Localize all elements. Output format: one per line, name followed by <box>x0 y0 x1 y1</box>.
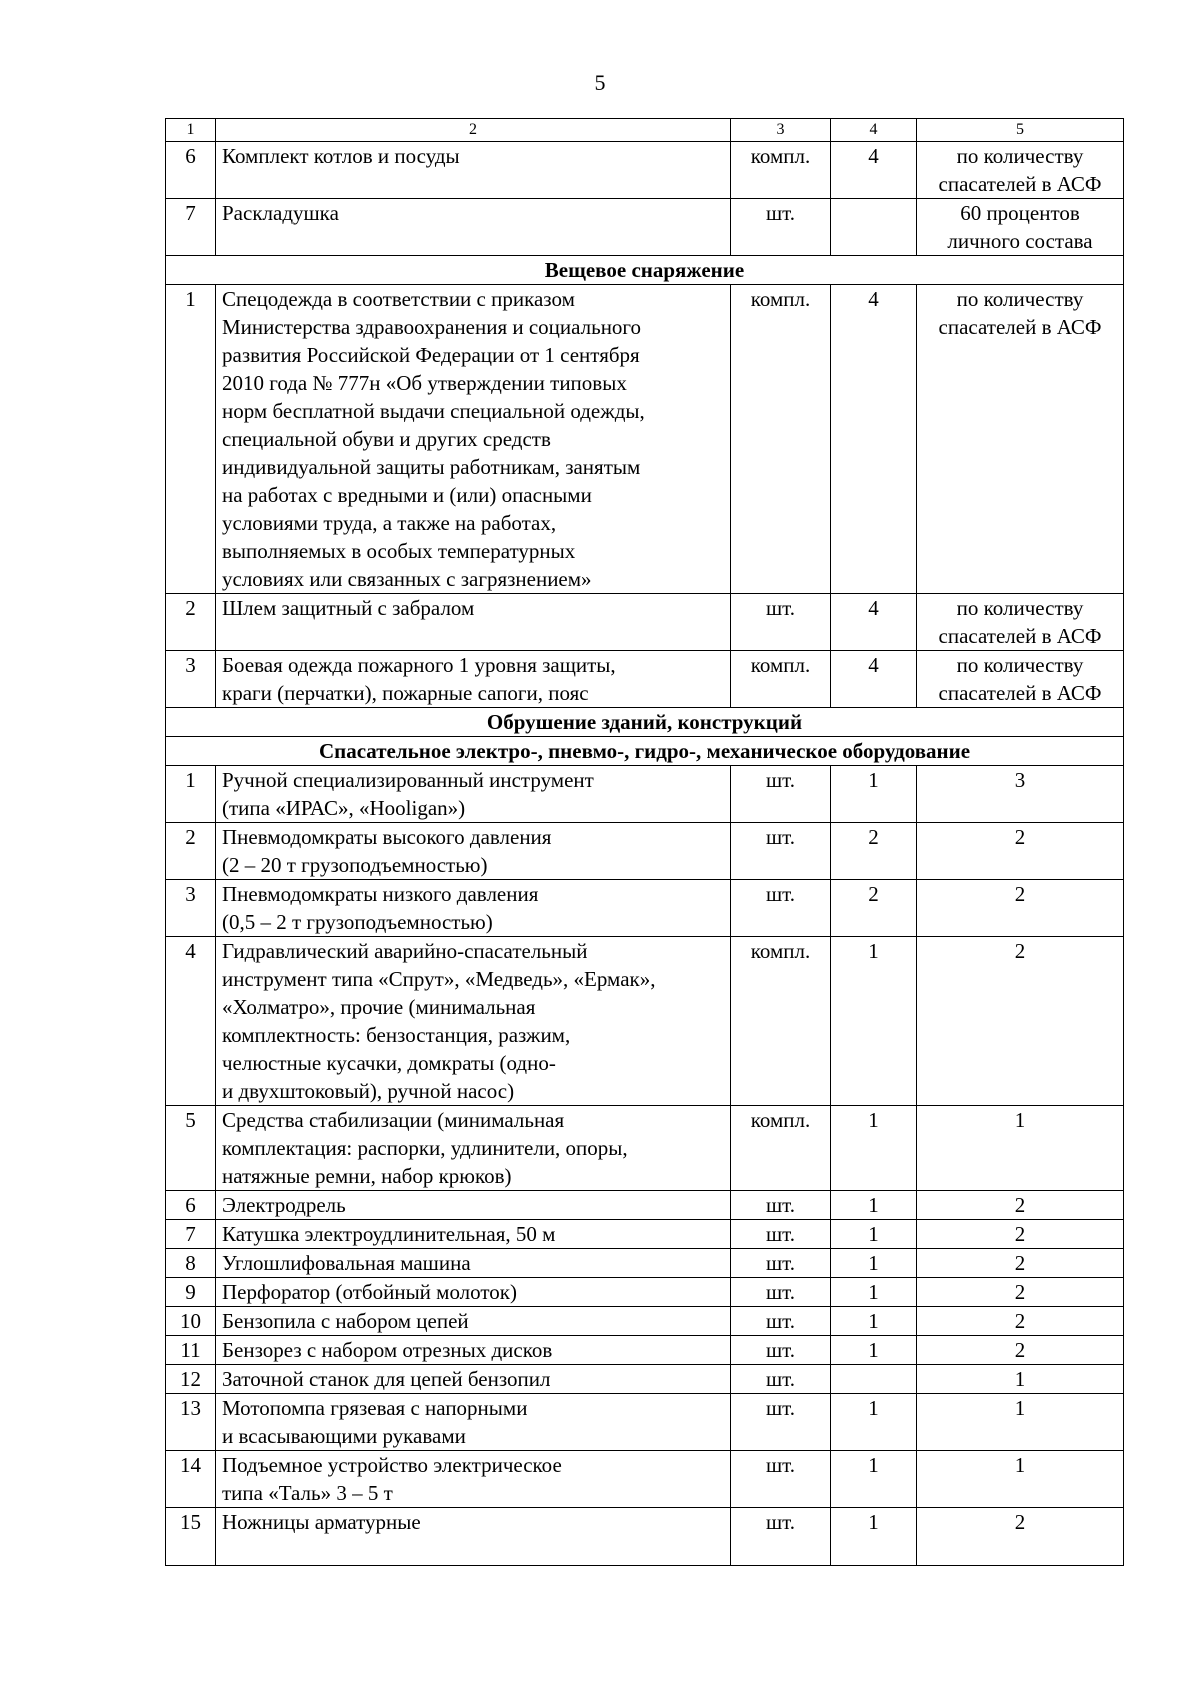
quantity-text: 1 <box>868 1251 879 1275</box>
item-name-text: Бензорез с набором отрезных дисков <box>222 1338 553 1362</box>
row-number-text: 7 <box>185 1222 196 1246</box>
quantity-text: 1 <box>868 1338 879 1362</box>
row-number <box>166 937 216 1106</box>
page-number: 5 <box>594 70 606 95</box>
quantity <box>831 1307 917 1336</box>
item-name <box>216 1278 731 1307</box>
item-name-text: Ножницы арматурные <box>222 1510 421 1534</box>
item-name-text: Перфоратор (отбойный молоток) <box>222 1280 517 1304</box>
row-number-text: 6 <box>185 144 196 168</box>
quantity <box>831 766 917 823</box>
norm-text: по количеству спасателей в АСФ <box>938 144 1102 196</box>
row-number-text: 8 <box>185 1251 196 1275</box>
row-number <box>166 1365 216 1394</box>
unit-of-measure <box>731 142 831 199</box>
quantity <box>831 1508 917 1566</box>
quantity <box>831 823 917 880</box>
norm <box>917 823 1124 880</box>
table-row <box>166 880 1124 937</box>
row-number <box>166 1249 216 1278</box>
item-name <box>216 285 731 594</box>
table-row <box>166 1508 1124 1566</box>
quantity <box>831 1191 917 1220</box>
table-row <box>166 766 1124 823</box>
section-heading: Вещевое снаряжение <box>166 256 1124 285</box>
unit-of-measure-text: компл. <box>750 653 811 677</box>
norm-text: 2 <box>1014 939 1026 963</box>
item-name-text: Бензопила с набором цепей <box>222 1309 469 1333</box>
unit-of-measure <box>731 1278 831 1307</box>
quantity <box>831 1106 917 1191</box>
norm-text: 2 <box>1014 1222 1026 1246</box>
item-name <box>216 1365 731 1394</box>
unit-of-measure <box>731 199 831 256</box>
row-number-text: 11 <box>180 1338 201 1362</box>
table-row <box>166 1365 1124 1394</box>
norm-text: по количеству спасателей в АСФ <box>938 596 1102 648</box>
unit-of-measure-text: шт. <box>765 1280 796 1304</box>
quantity <box>831 880 917 937</box>
item-name <box>216 1336 731 1365</box>
row-number <box>166 1278 216 1307</box>
norm <box>917 651 1124 708</box>
norm-text: 2 <box>1014 1338 1026 1362</box>
item-name-text: Гидравлический аварийно-спасательный инструмент типа «Спрут», «Медведь», «Ермак», «Холматро», прочие (минимальная комплектность: бензостанция, разжим, челюстные кусачки, домкраты (одно- и двухштоковый), ручной насос) <box>222 939 656 1103</box>
quantity-text: 1 <box>868 1453 879 1477</box>
quantity-text: 2 <box>868 882 879 906</box>
quantity <box>831 1394 917 1451</box>
norm-text: 2 <box>1014 825 1026 849</box>
table-row <box>166 1278 1124 1307</box>
unit-of-measure <box>731 1307 831 1336</box>
row-number-text: 6 <box>185 1193 196 1217</box>
unit-of-measure-text: шт. <box>765 1453 796 1477</box>
table-row <box>166 1220 1124 1249</box>
column-number: 3 <box>731 119 831 142</box>
norm <box>917 199 1124 256</box>
unit-of-measure <box>731 1249 831 1278</box>
row-number-text: 7 <box>185 201 196 225</box>
row-number-text: 5 <box>185 1108 196 1132</box>
table-row <box>166 1191 1124 1220</box>
table-row <box>166 1106 1124 1191</box>
item-name-text: Боевая одежда пожарного 1 уровня защиты, краги (перчатки), пожарные сапоги, пояс <box>222 653 616 705</box>
item-name-text: Спецодежда в соответствии с приказом Министерства здравоохранения и социального развития Российской Федерации от 1 сентября 2010 года № 777н «Об утверждении типовых норм бесплатной выдачи специальной одежды, специальной обуви и других средств индивидуальной защиты работникам, занятым на работах с вредными и (или) опасными условиями труда, а также на работах, выполняемых в особых температурных условиях или связанных с загрязнением» <box>222 287 645 591</box>
norm <box>917 1336 1124 1365</box>
table-row <box>166 1307 1124 1336</box>
norm <box>917 285 1124 594</box>
norm <box>917 1106 1124 1191</box>
column-number-row <box>166 119 1124 142</box>
table-row <box>166 285 1124 594</box>
unit-of-measure <box>731 1191 831 1220</box>
section-subheading-row <box>166 737 1124 766</box>
row-number <box>166 1451 216 1508</box>
row-number <box>166 651 216 708</box>
equipment-table <box>165 118 1124 1566</box>
table-row <box>166 199 1124 256</box>
section-heading: Обрушение зданий, конструкций <box>166 708 1124 737</box>
norm-text: 2 <box>1014 1193 1026 1217</box>
item-name-text: Мотопомпа грязевая с напорными и всасывающими рукавами <box>222 1396 528 1448</box>
unit-of-measure-text: компл. <box>750 1108 811 1132</box>
unit-of-measure-text: шт. <box>765 1367 796 1391</box>
item-name-text: Катушка электроудлинительная, 50 м <box>222 1222 556 1246</box>
item-name-text: Углошлифовальная машина <box>222 1251 471 1275</box>
norm-text: 2 <box>1014 882 1026 906</box>
quantity <box>831 1365 917 1394</box>
norm <box>917 1191 1124 1220</box>
quantity-text: 4 <box>868 144 879 168</box>
unit-of-measure-text: шт. <box>765 1510 796 1534</box>
norm <box>917 1508 1124 1566</box>
item-name-text: Пневмодомкраты высокого давления (2 – 20 т грузоподъемностью) <box>222 825 552 877</box>
norm-text: 60 процентов личного состава <box>947 201 1093 253</box>
quantity-text: 1 <box>868 768 879 792</box>
norm <box>917 142 1124 199</box>
quantity <box>831 285 917 594</box>
table-row <box>166 142 1124 199</box>
quantity-text: 2 <box>868 825 879 849</box>
row-number-text: 2 <box>185 825 196 849</box>
norm <box>917 1220 1124 1249</box>
table-row <box>166 1336 1124 1365</box>
row-number-text: 3 <box>185 653 196 677</box>
quantity-text: 4 <box>868 653 879 677</box>
unit-of-measure-text: шт. <box>765 882 796 906</box>
quantity <box>831 1249 917 1278</box>
item-name-text: Комплект котлов и посуды <box>222 144 460 168</box>
item-name <box>216 1307 731 1336</box>
quantity-text: 1 <box>868 1108 879 1132</box>
row-number <box>166 880 216 937</box>
unit-of-measure <box>731 823 831 880</box>
unit-of-measure-text: компл. <box>750 939 811 963</box>
row-number <box>166 1191 216 1220</box>
unit-of-measure-text: компл. <box>750 287 811 311</box>
unit-of-measure <box>731 766 831 823</box>
table-row <box>166 1451 1124 1508</box>
row-number <box>166 1394 216 1451</box>
unit-of-measure-text: шт. <box>765 825 796 849</box>
quantity <box>831 199 917 256</box>
norm <box>917 766 1124 823</box>
item-name <box>216 1249 731 1278</box>
row-number-text: 1 <box>185 287 196 311</box>
quantity-text: 1 <box>868 1396 879 1420</box>
unit-of-measure-text: шт. <box>765 1222 796 1246</box>
norm <box>917 1278 1124 1307</box>
row-number-text: 14 <box>180 1453 201 1477</box>
unit-of-measure-text: шт. <box>765 1251 796 1275</box>
item-name <box>216 937 731 1106</box>
item-name-text: Ручной специализированный инструмент (типа «ИРАС», «Hooligan») <box>222 768 594 820</box>
item-name <box>216 1106 731 1191</box>
row-number <box>166 199 216 256</box>
unit-of-measure <box>731 1220 831 1249</box>
table-row <box>166 594 1124 651</box>
item-name-text: Заточной станок для цепей бензопил <box>222 1367 551 1391</box>
row-number-text: 1 <box>185 768 196 792</box>
column-number: 5 <box>917 119 1124 142</box>
norm-text: 2 <box>1014 1280 1026 1304</box>
quantity <box>831 1451 917 1508</box>
item-name <box>216 142 731 199</box>
norm-text: по количеству спасателей в АСФ <box>938 287 1102 339</box>
unit-of-measure <box>731 1451 831 1508</box>
unit-of-measure-text: шт. <box>765 596 796 620</box>
unit-of-measure <box>731 880 831 937</box>
norm-text: 1 <box>1014 1396 1026 1420</box>
row-number <box>166 766 216 823</box>
norm-text: 1 <box>1014 1108 1026 1132</box>
unit-of-measure-text: шт. <box>765 1193 796 1217</box>
unit-of-measure-text: шт. <box>765 1396 796 1420</box>
item-name <box>216 880 731 937</box>
row-number-text: 12 <box>180 1367 201 1391</box>
item-name-text: Подъемное устройство электрическое типа «Таль» 3 – 5 т <box>222 1453 562 1505</box>
norm <box>917 1394 1124 1451</box>
item-name <box>216 823 731 880</box>
item-name <box>216 1451 731 1508</box>
row-number-text: 3 <box>185 882 196 906</box>
unit-of-measure <box>731 1106 831 1191</box>
quantity-text: 1 <box>868 1193 879 1217</box>
item-name <box>216 1191 731 1220</box>
table-row <box>166 651 1124 708</box>
row-number <box>166 1307 216 1336</box>
item-name <box>216 199 731 256</box>
quantity-text: 1 <box>868 939 879 963</box>
unit-of-measure <box>731 937 831 1106</box>
item-name-text: Средства стабилизации (минимальная комплектация: распорки, удлинители, опоры, натяжные ремни, набор крюков) <box>222 1108 628 1188</box>
quantity-text: 1 <box>868 1510 879 1534</box>
norm <box>917 1249 1124 1278</box>
item-name <box>216 1508 731 1566</box>
column-number: 2 <box>216 119 731 142</box>
item-name <box>216 766 731 823</box>
norm-text: 2 <box>1014 1251 1026 1275</box>
unit-of-measure <box>731 1394 831 1451</box>
unit-of-measure <box>731 651 831 708</box>
norm <box>917 880 1124 937</box>
quantity <box>831 937 917 1106</box>
row-number <box>166 1220 216 1249</box>
norm-text: 3 <box>1014 768 1026 792</box>
unit-of-measure-text: шт. <box>765 768 796 792</box>
norm-text: 2 <box>1014 1510 1026 1534</box>
item-name-text: Раскладушка <box>222 201 339 225</box>
quantity-text: 1 <box>868 1309 879 1333</box>
item-name-text: Шлем защитный с забралом <box>222 596 475 620</box>
unit-of-measure-text: компл. <box>750 144 811 168</box>
row-number-text: 9 <box>185 1280 196 1304</box>
table-row <box>166 1249 1124 1278</box>
unit-of-measure-text: шт. <box>765 1309 796 1333</box>
table-row <box>166 823 1124 880</box>
norm-text: 2 <box>1014 1309 1026 1333</box>
row-number-text: 2 <box>185 596 196 620</box>
unit-of-measure <box>731 1508 831 1566</box>
row-number-text: 4 <box>185 939 196 963</box>
quantity <box>831 651 917 708</box>
column-number: 4 <box>831 119 917 142</box>
quantity-text: 1 <box>868 1222 879 1246</box>
quantity <box>831 1278 917 1307</box>
row-number <box>166 1336 216 1365</box>
row-number <box>166 823 216 880</box>
item-name-text: Пневмодомкраты низкого давления (0,5 – 2 т грузоподъемностью) <box>222 882 539 934</box>
row-number-text: 15 <box>180 1510 201 1534</box>
quantity <box>831 142 917 199</box>
item-name <box>216 1394 731 1451</box>
table-row <box>166 1394 1124 1451</box>
row-number-text: 10 <box>180 1309 201 1333</box>
column-number: 1 <box>166 119 216 142</box>
norm-text: 1 <box>1014 1453 1026 1477</box>
unit-of-measure <box>731 285 831 594</box>
row-number <box>166 594 216 651</box>
table-body <box>166 119 1124 1566</box>
norm-text: по количеству спасателей в АСФ <box>938 653 1102 705</box>
quantity-text: 4 <box>868 596 879 620</box>
unit-of-measure <box>731 594 831 651</box>
unit-of-measure-text: шт. <box>765 1338 796 1362</box>
quantity-text: 4 <box>868 287 879 311</box>
section-heading-row <box>166 256 1124 285</box>
unit-of-measure <box>731 1336 831 1365</box>
quantity-text: 1 <box>868 1280 879 1304</box>
row-number <box>166 285 216 594</box>
quantity <box>831 594 917 651</box>
row-number <box>166 142 216 199</box>
unit-of-measure-text: шт. <box>765 201 796 225</box>
norm <box>917 594 1124 651</box>
item-name <box>216 1220 731 1249</box>
item-name <box>216 594 731 651</box>
norm <box>917 1365 1124 1394</box>
norm <box>917 937 1124 1106</box>
item-name <box>216 651 731 708</box>
row-number <box>166 1106 216 1191</box>
norm <box>917 1307 1124 1336</box>
unit-of-measure <box>731 1365 831 1394</box>
quantity <box>831 1336 917 1365</box>
table-row <box>166 937 1124 1106</box>
item-name-text: Электродрель <box>222 1193 346 1217</box>
norm-text: 1 <box>1014 1367 1026 1391</box>
section-subheading: Спасательное электро-, пневмо-, гидро-, механическое оборудование <box>166 737 1124 766</box>
quantity <box>831 1220 917 1249</box>
row-number-text: 13 <box>180 1396 201 1420</box>
section-heading-row <box>166 708 1124 737</box>
norm <box>917 1451 1124 1508</box>
row-number <box>166 1508 216 1566</box>
